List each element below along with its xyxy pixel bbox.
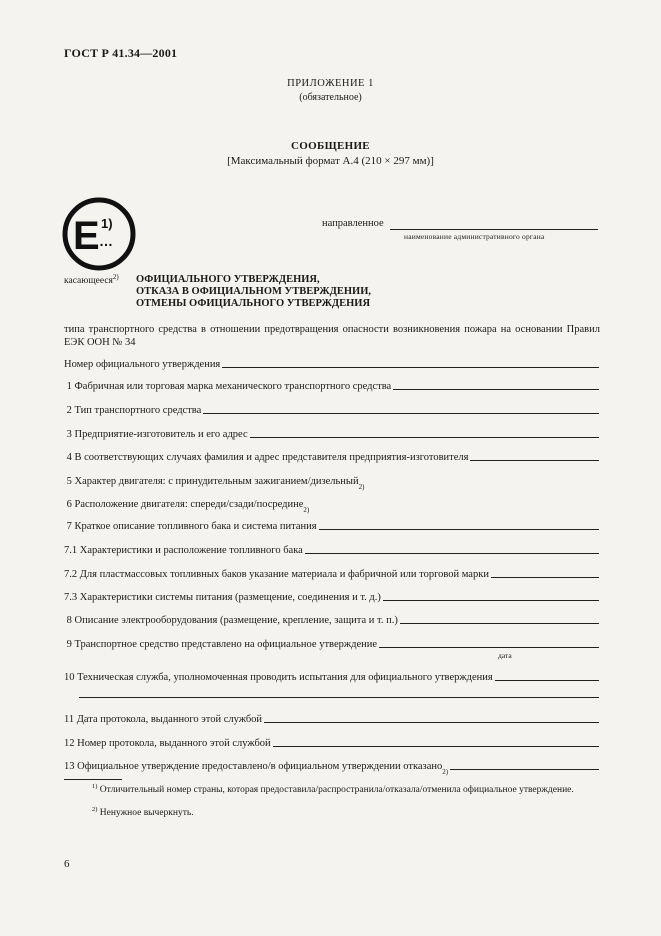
form-item[interactable] [64,402,599,416]
form-item[interactable] [64,735,599,749]
field-line[interactable] [222,367,599,368]
item-number: 1 [64,381,75,392]
form-item[interactable] [64,669,599,683]
item-number: 9 [64,639,75,650]
sent-to-caption: наименование административного органа [404,232,545,241]
item-label: Фабричная или торговая марка механического транспортного средства [74,381,392,392]
item-label: Расположение двигателя: спереди/сзади/посредине [74,499,304,510]
field-line[interactable] [393,389,599,390]
approval-mark-sup: 1) [101,216,113,231]
item-number: 7 [64,521,75,532]
form-item[interactable]: 13 Официальное утверждение предоставлено/в официальном утверждении отказано 2) [64,758,599,772]
form-item[interactable] [64,636,599,650]
appendix-subtitle: (обязательное) [299,92,362,103]
item-label: Краткое описание топливного бака и система питания [74,521,317,532]
item-number: 13 [64,761,78,772]
item-label: Характер двигателя: с принудительным зажиганием/дизельный [74,476,359,487]
item-number: 10 [64,672,78,683]
message-format: [Максимальный формат А.4 (210 × 297 мм)] [227,155,434,167]
form-item[interactable] [64,426,599,440]
field-line[interactable] [495,680,599,681]
field-continuation-line[interactable] [79,697,599,698]
item-number: 7.2 [64,569,80,580]
approval-number-field[interactable] [64,356,599,370]
item-label: Техническая служба, уполномоченная проводить испытания для официального утверждения [77,672,493,683]
sent-to-label: направленное [322,218,384,229]
field-line[interactable] [273,746,599,747]
form-item[interactable]: 5 Характер двигателя: с принудительным зажиганием/дизельный 2) [64,476,365,491]
footnote-1: $^{1)}$ Отличительный номер страны, которая предоставила/распространила/отказала/отменила официальное утверждение. [92,782,574,795]
item-label: Характеристики системы питания (размещение, соединения и т. д.) [79,592,381,603]
field-line[interactable] [400,623,599,624]
item-number: 7.1 [64,545,80,556]
item-label: Номер протокола, выданного этой службой [77,738,271,749]
item-label: Тип транспортного средства [74,405,202,416]
field-line[interactable] [264,722,599,723]
field-line[interactable] [491,577,599,578]
field-line[interactable] [305,553,599,554]
approval-mark-dots: … [99,233,113,249]
form-item[interactable] [64,612,599,626]
item-number: 3 [64,429,75,440]
item-number: 12 [64,738,78,749]
item-label: Предприятие-изготовитель и его адрес [74,429,248,440]
approval-mark-letter: E [73,214,100,258]
form-item[interactable] [64,378,599,392]
form-item[interactable] [64,589,599,603]
item-label: Транспортное средство представлено на официальное утверждение [74,639,378,650]
item-number: 4 [64,452,75,463]
field-line[interactable] [450,769,599,770]
field-line[interactable] [470,460,599,461]
standard-code: ГОСТ Р 41.34—2001 [64,46,178,60]
field-line[interactable] [383,600,599,601]
decision-line: ОТКАЗА В ОФИЦИАЛЬНОМ УТВЕРЖДЕНИИ, [136,286,372,297]
item-label: В соответствующих случаях фамилия и адрес представителя предприятия-изготовителя [74,452,469,463]
footnote-2: $^{2)}$ Ненужное вычеркнуть. [92,805,194,818]
form-item[interactable] [64,518,599,532]
item-label: Характеристики и расположение топливного бака [79,545,303,556]
page-number: 6 [64,858,70,870]
field-label: Номер официального утверждения [64,359,221,370]
concerning-sup: 2) [112,272,119,281]
form-item[interactable] [64,542,599,556]
appendix-title: ПРИЛОЖЕНИЕ 1 [287,78,374,89]
item-number: 5 [64,476,75,487]
decision-line: ОФИЦИАЛЬНОГО УТВЕРЖДЕНИЯ, [136,274,320,285]
item-label: Для пластмассовых топливных баков указание материала и фабричной или торговой марки [79,569,489,580]
field-line[interactable] [203,413,599,414]
field-line[interactable] [379,647,599,648]
form-item[interactable] [64,449,599,463]
intro-text: типа транспортного средства в отношении предотвращения опасности возникновения пожара на основании Правил ЕЭК ООН № 34 [64,324,600,348]
item-number: 6 [64,499,75,510]
approval-circle-e-icon [61,196,137,272]
item-number: 8 [64,615,75,626]
field-line[interactable] [319,529,599,530]
field-line[interactable] [250,437,599,438]
form-item[interactable]: 6 Расположение двигателя: спереди/сзади/посредине 2) [64,499,310,514]
item-number: 7.3 [64,592,80,603]
date-caption: дата [498,651,512,660]
decision-block [136,274,371,310]
message-title: СООБЩЕНИЕ [291,140,370,152]
item-number: 11 [64,714,77,725]
item-number: 2 [64,405,75,416]
sent-to-field[interactable] [390,229,598,230]
item-label: Дата протокола, выданного этой службой [76,714,263,725]
form-item[interactable] [64,711,599,725]
concerning-label: касающееся$^{2)}$ [64,272,119,286]
decision-line: ОТМЕНЫ ОФИЦИАЛЬНОГО УТВЕРЖДЕНИЯ [136,298,371,309]
form-item[interactable] [64,566,599,580]
footnote-rule [64,779,122,780]
item-label: Официальное утверждение предоставлено/в официальном утверждении отказано [77,761,443,772]
item-label: Описание электрооборудования (размещение, крепление, защита и т. п.) [74,615,398,626]
